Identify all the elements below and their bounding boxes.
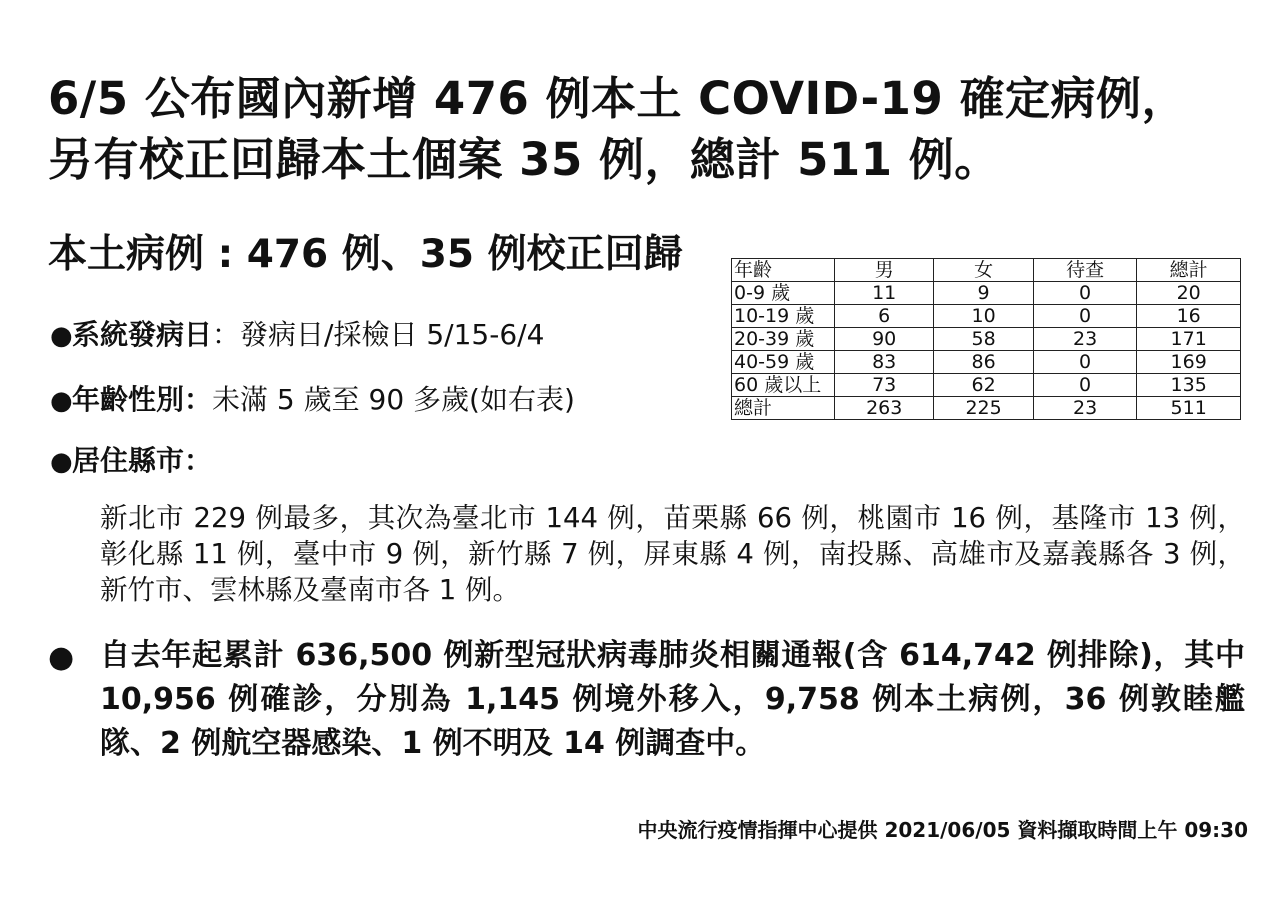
bullet-age-gender — [50, 380, 575, 421]
table-cell: 10 — [934, 305, 1033, 328]
table-cell: 6 — [835, 305, 934, 328]
table-cell: 0 — [1033, 351, 1137, 374]
table-cell: 58 — [934, 328, 1033, 351]
table-row — [732, 305, 1241, 328]
table-cell: 135 — [1137, 374, 1241, 397]
city-breakdown-paragraph: 新北市 229 例最多，其次為臺北市 144 例，苗栗縣 66 例，桃園市 16 例，基隆市 13 例，彰化縣 11 例，臺中市 9 例，新竹縣 7 例，屏東縣 4 例，南投縣、高雄市及嘉義縣各 3 例，新竹市、雲林縣及臺南市各 1 例。 — [100, 502, 1245, 606]
table-cell: 60 歲以上 — [732, 374, 835, 397]
table-cell: 90 — [835, 328, 934, 351]
bullet-label: 系統發病日 — [72, 318, 213, 351]
table-cell: 171 — [1137, 328, 1241, 351]
table-row — [732, 374, 1241, 397]
table-cell: 0 — [1033, 374, 1137, 397]
table-header-cell: 待查 — [1033, 259, 1137, 282]
table-cell: 0-9 歲 — [732, 282, 835, 305]
table-cell: 86 — [934, 351, 1033, 374]
table-cell: 20-39 歲 — [732, 328, 835, 351]
bullet-label: 居住縣市： — [72, 444, 213, 477]
table-cell: 10-19 歲 — [732, 305, 835, 328]
table-cell: 0 — [1033, 282, 1137, 305]
table-cell: 169 — [1137, 351, 1241, 374]
table-cell: 11 — [835, 282, 934, 305]
headline-line-1: 6/5 公布國內新增 476 例本土 COVID-19 確定病例， — [48, 72, 1187, 125]
source-footer: 中央流行疫情指揮中心提供 2021/06/05 資料擷取時間上午 09:30 — [637, 818, 1248, 842]
bullet-label: 年齡性別： — [72, 383, 213, 416]
table-total-row — [732, 397, 1241, 420]
table-cell: 263 — [835, 397, 934, 420]
table-row — [732, 328, 1241, 351]
table-cell: 20 — [1137, 282, 1241, 305]
bullet-dot-icon: ● — [50, 386, 73, 416]
headline — [48, 68, 1263, 190]
table-header-cell: 女 — [934, 259, 1033, 282]
table-cell: 23 — [1033, 328, 1137, 351]
table-row — [732, 351, 1241, 374]
table-cell: 225 — [934, 397, 1033, 420]
table-cell: 0 — [1033, 305, 1137, 328]
table-header-row — [732, 259, 1241, 282]
table-header-cell: 男 — [835, 259, 934, 282]
table-header-cell: 總計 — [1137, 259, 1241, 282]
headline-line-2: 另有校正回歸本土個案 35 例，總計 511 例。 — [48, 133, 1000, 186]
bullet-value: 未滿 5 歲至 90 多歲(如右表) — [212, 383, 575, 416]
table-row — [732, 282, 1241, 305]
table-cell: 73 — [835, 374, 934, 397]
age-gender-table — [731, 258, 1241, 420]
cumulative-summary: 自去年起累計 636,500 例新型冠狀病毒肺炎相關通報(含 614,742 例排除)，其中 10,956 例確診，分別為 1,145 例境外移入，9,758 例本土病例，36 例敦睦艦隊、2 例航空器感染、1 例不明及 14 例調查中。 — [100, 638, 1245, 761]
table-header-cell: 年齡 — [732, 259, 835, 282]
table-cell: 62 — [934, 374, 1033, 397]
table-cell: 23 — [1033, 397, 1137, 420]
bullet-dot-icon: ● — [48, 640, 75, 675]
table-cell: 16 — [1137, 305, 1241, 328]
table-cell: 9 — [934, 282, 1033, 305]
table-cell: 511 — [1137, 397, 1241, 420]
bullet-onset-date — [50, 315, 544, 356]
bullet-residence — [50, 441, 212, 482]
bullet-dot-icon: ● — [50, 321, 73, 351]
bullet-dot-icon: ● — [50, 447, 73, 477]
table-cell: 40-59 歲 — [732, 351, 835, 374]
table-cell: 總計 — [732, 397, 835, 420]
section-title: 本土病例 : 476 例、35 例校正回歸 — [48, 232, 683, 277]
bullet-value: ：發病日/採檢日 5/15-6/4 — [212, 318, 545, 351]
table-cell: 83 — [835, 351, 934, 374]
